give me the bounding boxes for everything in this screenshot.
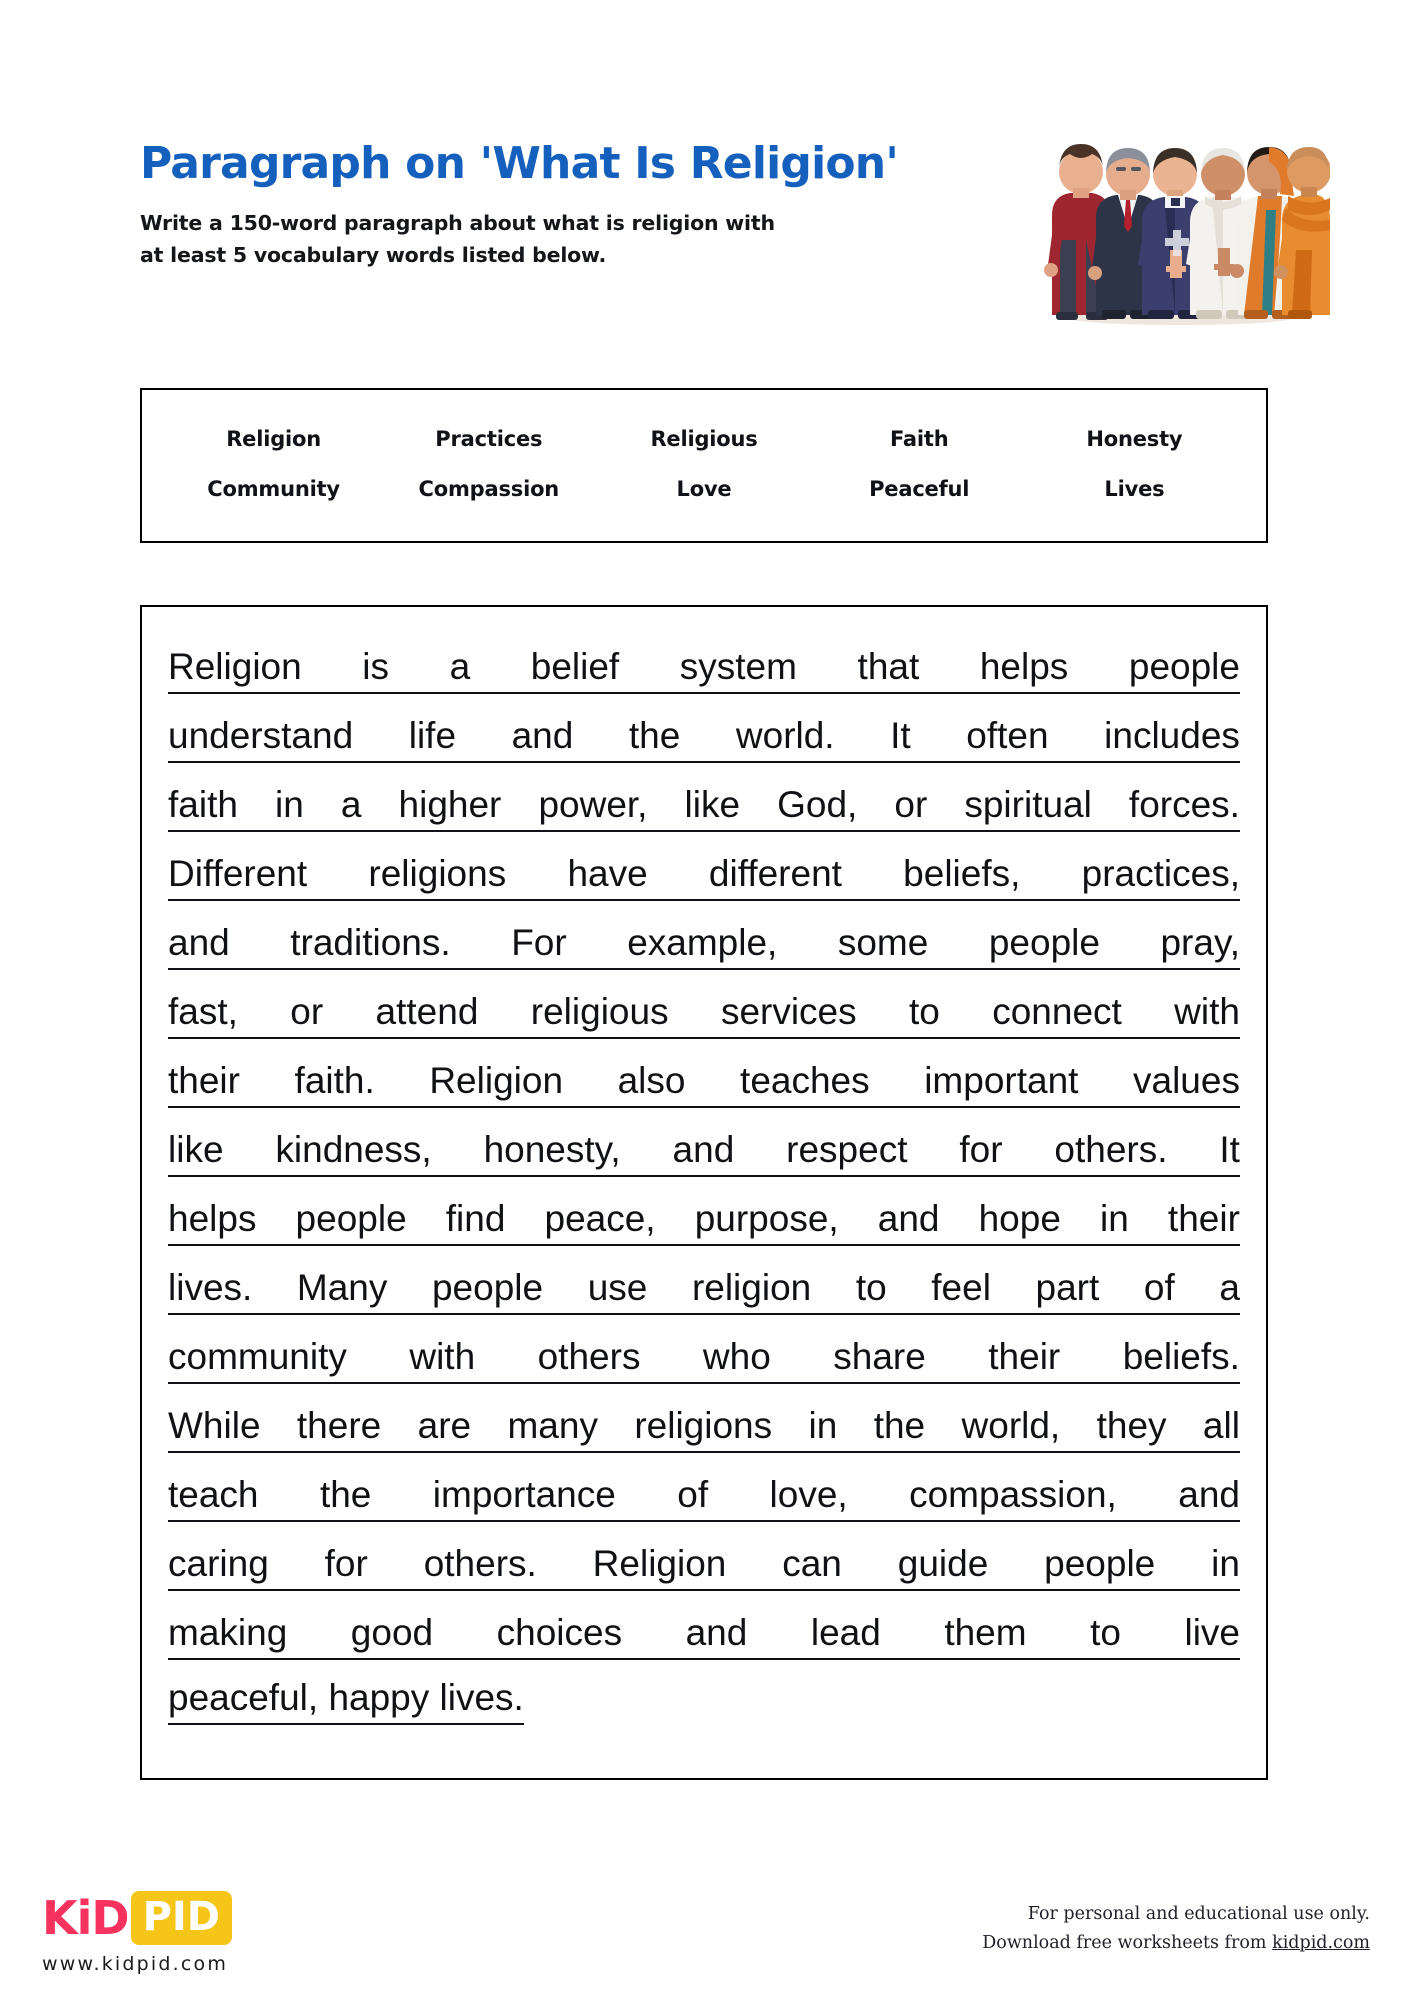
answer-word: life: [408, 715, 457, 756]
answer-text-line: [168, 1108, 1240, 1177]
answer-word: Religion: [168, 646, 302, 687]
answer-word: and: [168, 922, 230, 963]
answer-text-line: [168, 1177, 1240, 1246]
answer-word: helps: [979, 646, 1069, 687]
answer-word: of: [1143, 1267, 1175, 1308]
answer-word: example,: [627, 922, 778, 963]
answer-word: religion: [691, 1267, 812, 1308]
answer-word: find: [445, 1198, 506, 1239]
answer-word: teaches: [740, 1060, 870, 1101]
answer-word: use: [587, 1267, 648, 1308]
answer-word: respect: [786, 1129, 908, 1170]
answer-word: the: [319, 1474, 372, 1515]
answer-text-line: [168, 1315, 1240, 1384]
answer-word: traditions.: [290, 922, 451, 963]
answer-text-line: [168, 1039, 1240, 1108]
vocabulary-word: Peaceful: [869, 476, 970, 501]
answer-word: higher: [398, 784, 502, 825]
answer-word: religions: [368, 853, 507, 894]
answer-word: a: [340, 784, 362, 825]
answer-word: their: [988, 1336, 1061, 1377]
answer-word: their: [168, 1060, 240, 1101]
vocabulary-row: [166, 427, 1242, 451]
answer-word: beliefs,: [903, 853, 1021, 894]
answer-response-box[interactable]: [140, 605, 1268, 1780]
answer-text-line: [168, 1453, 1240, 1522]
answer-word: religions: [634, 1405, 773, 1446]
answer-word: to: [855, 1267, 887, 1308]
answer-word: share: [833, 1336, 926, 1377]
answer-word: caring: [168, 1543, 269, 1584]
answer-word: God,: [777, 784, 858, 825]
answer-word: importance: [432, 1474, 616, 1515]
answer-word: It: [890, 715, 911, 756]
answer-text-line: [168, 901, 1240, 970]
vocabulary-word: Honesty: [1086, 426, 1183, 451]
answer-word: pray,: [1160, 922, 1240, 963]
answer-word: love,: [769, 1474, 848, 1515]
answer-word: includes: [1104, 715, 1240, 756]
answer-word: who: [702, 1336, 771, 1377]
answer-text-line: [168, 1384, 1240, 1453]
logo-mark: [42, 1892, 232, 1944]
worksheet-instructions: Write a 150-word paragraph about what is religion with at least 5 vocabulary words listed below.: [140, 211, 775, 268]
vocabulary-word: Religious: [650, 426, 758, 451]
answer-word: people: [988, 922, 1100, 963]
answer-word: many: [507, 1405, 598, 1446]
answer-word: the: [873, 1405, 926, 1446]
worksheet-header: [140, 140, 1040, 272]
answer-word: are: [417, 1405, 472, 1446]
answer-word: religious: [530, 991, 669, 1032]
answer-word: peace,: [544, 1198, 656, 1239]
answer-text-line: [168, 1522, 1240, 1591]
answer-word: they: [1096, 1405, 1167, 1446]
vocabulary-row: [166, 477, 1242, 501]
answer-word: system: [679, 646, 797, 687]
vocabulary-word: Compassion: [418, 476, 560, 501]
answer-word: teach: [168, 1474, 259, 1515]
answer-word: their: [1167, 1198, 1240, 1239]
footer-note-prefix: Download free worksheets from: [982, 1932, 1273, 1953]
answer-word: them: [944, 1612, 1027, 1653]
answer-word: important: [924, 1060, 1079, 1101]
answer-word: different: [708, 853, 842, 894]
answer-text-line: [168, 1591, 1240, 1660]
answer-word: good: [350, 1612, 434, 1653]
answer-text-line: [168, 970, 1240, 1039]
answer-word: to: [1090, 1612, 1121, 1653]
answer-word: practices,: [1081, 853, 1240, 894]
answer-word: world.: [735, 715, 835, 756]
answer-text-line: [168, 1660, 1240, 1729]
answer-word: all: [1202, 1405, 1240, 1446]
answer-word: in: [1100, 1198, 1129, 1239]
answer-word: making: [168, 1612, 288, 1653]
answer-word: that: [857, 646, 920, 687]
answer-word: compassion,: [909, 1474, 1117, 1515]
answer-word: It: [1219, 1129, 1240, 1170]
answer-word: a: [1219, 1267, 1240, 1308]
answer-word: also: [617, 1060, 686, 1101]
vocabulary-word: Faith: [889, 426, 949, 451]
answer-word: choices: [496, 1612, 623, 1653]
answer-word: for: [959, 1129, 1003, 1170]
answer-word: the: [628, 715, 681, 756]
answer-text-line: [168, 832, 1240, 901]
answer-word: live: [1184, 1612, 1240, 1653]
answer-word: part: [1035, 1267, 1100, 1308]
answer-word: with: [409, 1336, 476, 1377]
vocabulary-word: Lives: [1104, 476, 1165, 501]
answer-word: Many: [296, 1267, 388, 1308]
kidpid-logo: [42, 1892, 232, 1975]
answer-word: or: [894, 784, 928, 825]
vocabulary-word: Love: [676, 476, 732, 501]
answer-word: Religion: [592, 1543, 727, 1584]
answer-text-line: [168, 694, 1240, 763]
answer-word: services: [720, 991, 857, 1032]
kidpid-website-link[interactable]: kidpid.com: [1272, 1932, 1370, 1953]
answer-word: of: [677, 1474, 709, 1515]
answer-word: kindness,: [275, 1129, 432, 1170]
vocabulary-word: Religion: [226, 426, 322, 451]
logo-kid-text: KiD: [42, 1891, 129, 1945]
answer-word: fast,: [168, 991, 238, 1032]
answer-word: like: [684, 784, 741, 825]
answer-word: and: [511, 715, 574, 756]
footer-usage-note: [982, 1900, 1370, 1958]
answer-word: faith.: [294, 1060, 375, 1101]
answer-word: world,: [961, 1405, 1061, 1446]
footer-note-line-2: [982, 1929, 1370, 1958]
answer-word: others.: [1054, 1129, 1168, 1170]
answer-word: often: [966, 715, 1049, 756]
answer-word: Different: [168, 853, 308, 894]
answer-word: people: [295, 1198, 407, 1239]
answer-word: For: [511, 922, 567, 963]
answer-word: guide: [897, 1543, 989, 1584]
answer-word: and: [1178, 1474, 1240, 1515]
answer-word: in: [275, 784, 304, 825]
answer-word: belief: [530, 646, 620, 687]
interfaith-religious-leaders-illustration: [1030, 100, 1330, 330]
answer-word: some: [837, 922, 929, 963]
answer-word: hope: [978, 1198, 1061, 1239]
answer-word: in: [808, 1405, 838, 1446]
answer-word: forces.: [1128, 784, 1240, 825]
answer-word: While: [168, 1405, 261, 1446]
answer-word: with: [1174, 991, 1240, 1032]
answer-word: attend: [375, 991, 479, 1032]
answer-word: people: [1044, 1543, 1156, 1584]
vocabulary-word: Community: [207, 476, 340, 501]
answer-word: values: [1133, 1060, 1240, 1101]
answer-word: feel: [931, 1267, 991, 1308]
answer-word: connect: [992, 991, 1122, 1032]
answer-word: for: [324, 1543, 368, 1584]
answer-word: like: [168, 1129, 224, 1170]
answer-word: peaceful, happy lives.: [168, 1677, 524, 1725]
page-title: Paragraph on 'What Is Religion': [140, 138, 898, 189]
answer-word: to: [909, 991, 940, 1032]
answer-word: there: [296, 1405, 382, 1446]
answer-word: a: [449, 646, 471, 687]
answer-word: have: [567, 853, 648, 894]
answer-word: power,: [538, 784, 648, 825]
answer-word: people: [431, 1267, 544, 1308]
answer-word: helps: [168, 1198, 257, 1239]
logo-website-url: www.kidpid.com: [42, 1953, 229, 1975]
answer-word: and: [877, 1198, 940, 1239]
answer-word: purpose,: [694, 1198, 839, 1239]
answer-word: people: [1128, 646, 1240, 687]
answer-word: in: [1211, 1543, 1240, 1584]
answer-word: Religion: [429, 1060, 564, 1101]
answer-word: lead: [810, 1612, 881, 1653]
answer-text-line: [168, 1246, 1240, 1315]
answer-word: honesty,: [483, 1129, 621, 1170]
answer-word: others: [537, 1336, 641, 1377]
footer-note-line-1: For personal and educational use only.: [1027, 1904, 1370, 1924]
answer-word: understand: [168, 715, 354, 756]
answer-word: or: [290, 991, 324, 1032]
answer-word: can: [782, 1543, 842, 1584]
answer-word: lives.: [168, 1267, 253, 1308]
answer-word: and: [672, 1129, 735, 1170]
handwritten-answer-text: [168, 625, 1240, 1729]
answer-word: community: [168, 1336, 347, 1377]
page-footer: [0, 1880, 1414, 2000]
answer-word: is: [362, 646, 390, 687]
vocabulary-word-bank: [140, 388, 1268, 543]
logo-pid-text: PID: [131, 1891, 232, 1945]
answer-text-line: [168, 763, 1240, 832]
answer-word: faith: [168, 784, 238, 825]
vocabulary-word: Practices: [435, 426, 543, 451]
answer-word: and: [685, 1612, 748, 1653]
answer-word: spiritual: [964, 784, 1092, 825]
answer-text-line: [168, 625, 1240, 694]
answer-word: beliefs.: [1122, 1336, 1240, 1377]
answer-word: others.: [423, 1543, 537, 1584]
